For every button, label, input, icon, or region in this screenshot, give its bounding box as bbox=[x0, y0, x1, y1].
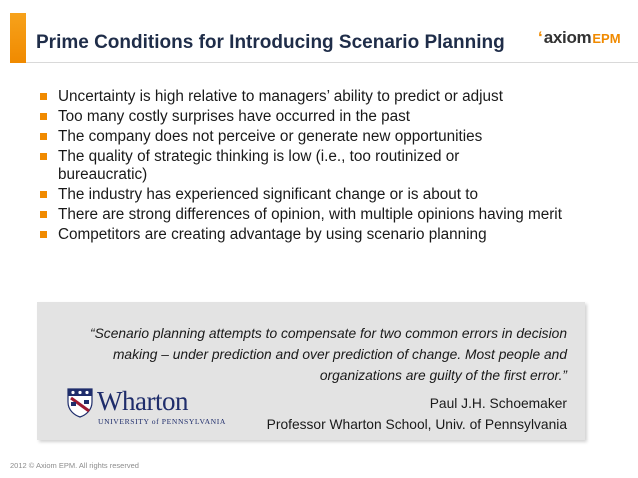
bullet-square-icon bbox=[40, 191, 47, 198]
author-title: Professor Wharton School, Univ. of Pennsylvania bbox=[266, 417, 567, 432]
bullet-item bbox=[38, 206, 598, 224]
bullet-text: Too many costly surprises have occurred in the past bbox=[58, 108, 410, 125]
bullet-text: The company does not perceive or generate new opportunities bbox=[58, 128, 483, 145]
axiom-epm-logo bbox=[538, 28, 621, 48]
quote-attribution bbox=[267, 393, 567, 435]
logo-mark: ‘ bbox=[538, 28, 543, 47]
wharton-logo bbox=[67, 386, 226, 428]
copyright-footer: 2012 © Axiom EPM. All rights reserved bbox=[10, 461, 139, 470]
bullet-item bbox=[38, 186, 598, 204]
title-accent-bar bbox=[10, 13, 26, 63]
bullet-text: There are strong differences of opinion, with multiple opinions having merit bbox=[58, 206, 562, 223]
bullet-item bbox=[38, 128, 598, 146]
wharton-wordmark: Wharton bbox=[97, 386, 188, 416]
bullet-square-icon bbox=[40, 231, 47, 238]
quote-text: “Scenario planning attempts to compensate for two common errors in decision making – under prediction and over prediction of change. Most people and organizations are guilty of the first error.” bbox=[90, 326, 567, 383]
bullet-square-icon bbox=[40, 113, 47, 120]
bullet-text: Uncertainty is high relative to managers’ ability to predict or adjust bbox=[58, 88, 503, 105]
bullet-item bbox=[38, 148, 598, 184]
bullet-text: The quality of strategic thinking is low (i.e., too routinized or bureaucratic) bbox=[58, 148, 460, 183]
bullet-item bbox=[38, 88, 598, 106]
bullet-item bbox=[38, 108, 598, 126]
bullet-square-icon bbox=[40, 93, 47, 100]
penn-shield-icon bbox=[67, 388, 93, 418]
bullet-list bbox=[38, 88, 598, 246]
slide-title: Prime Conditions for Introducing Scenario Planning bbox=[36, 32, 505, 53]
logo-suffix: EPM bbox=[592, 31, 621, 46]
bullet-text: The industry has experienced significant change or is about to bbox=[58, 186, 479, 203]
bullet-square-icon bbox=[40, 133, 47, 140]
quote-box bbox=[37, 302, 585, 440]
author-name: Paul J.H. Schoemaker bbox=[429, 396, 567, 411]
bullet-text: Competitors are creating advantage by using scenario planning bbox=[58, 226, 487, 243]
bullet-item bbox=[38, 226, 598, 244]
wharton-subtitle: UNIVERSITY of PENNSYLVANIA bbox=[98, 417, 226, 426]
title-divider bbox=[26, 62, 638, 63]
bullet-square-icon bbox=[40, 153, 47, 160]
logo-name: axiom bbox=[543, 28, 592, 47]
bullet-square-icon bbox=[40, 211, 47, 218]
